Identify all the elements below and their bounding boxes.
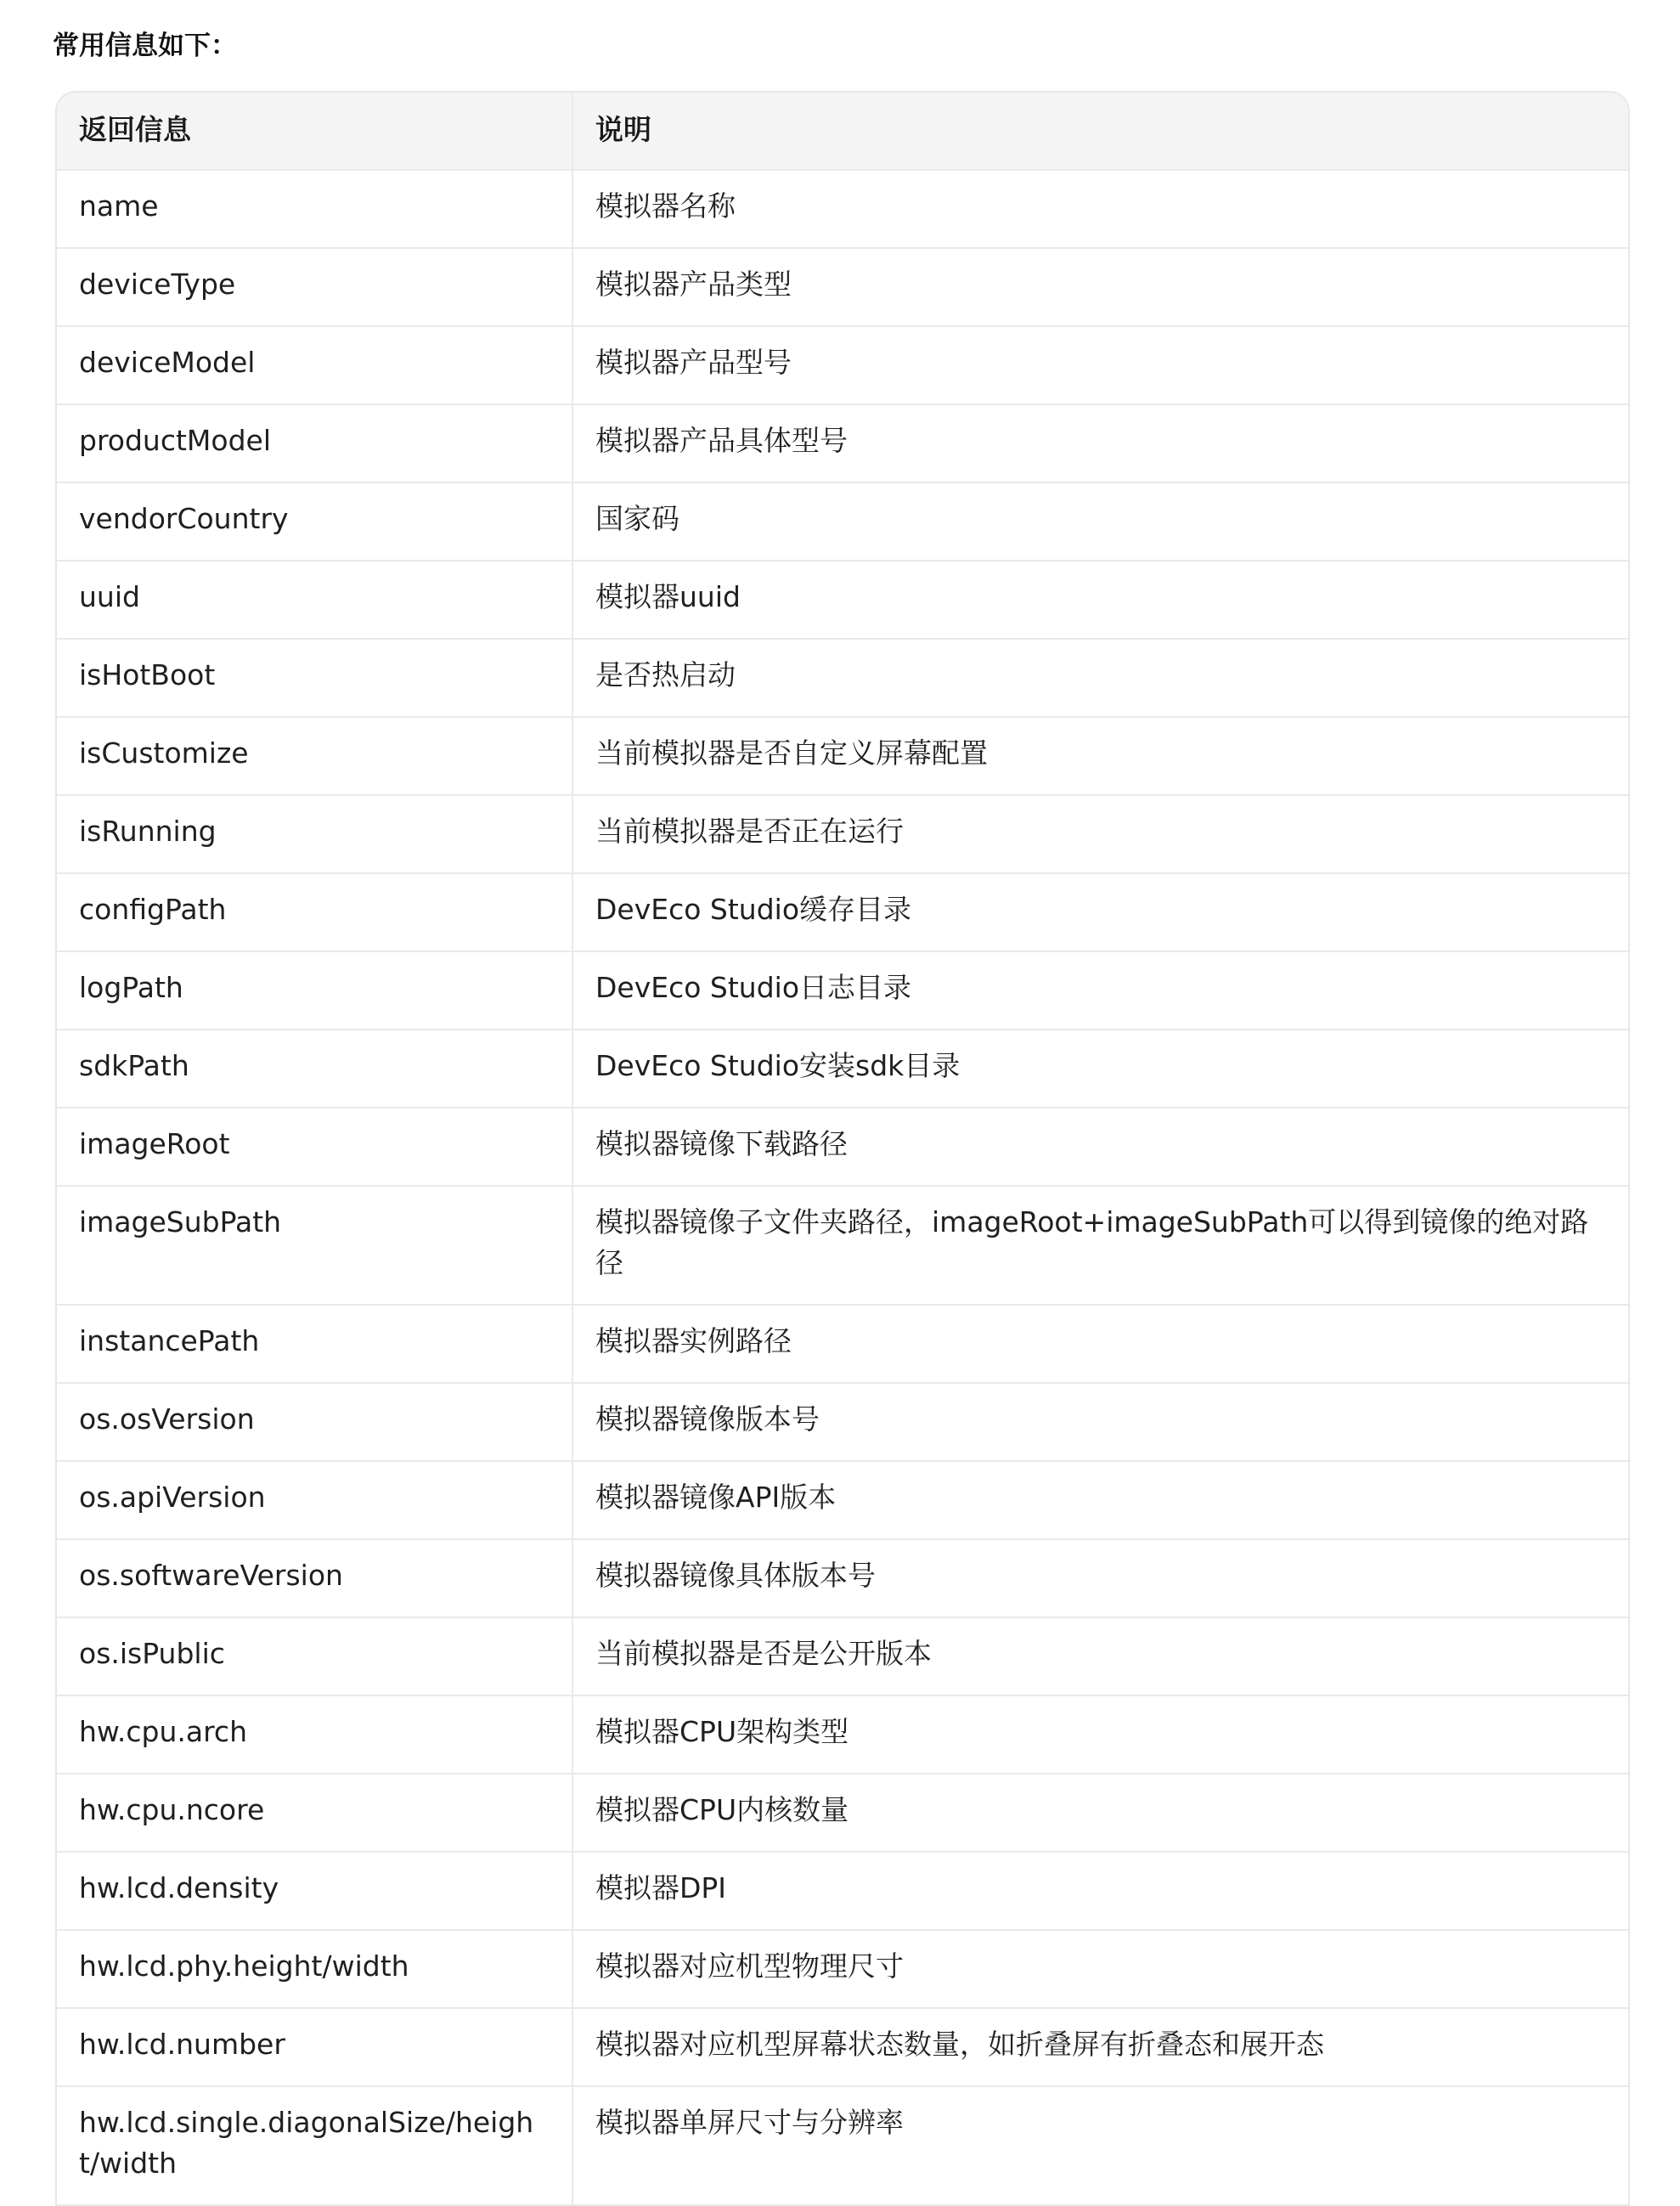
description-cell: DevEco Studio日志目录: [572, 951, 1628, 1030]
table-row: [57, 1852, 1628, 1930]
description-cell: 模拟器对应机型物理尺寸: [572, 1930, 1628, 2008]
table-row: [57, 404, 1628, 482]
description-cell: 模拟器产品具体型号: [572, 404, 1628, 482]
description-cell: DevEco Studio安装sdk目录: [572, 1030, 1628, 1108]
return-info-cell: sdkPath: [57, 1030, 572, 1108]
return-info-cell: imageSubPath: [57, 1186, 572, 1305]
info-table-container: [55, 91, 1630, 2206]
return-info-cell: hw.lcd.number: [57, 2008, 572, 2086]
description-cell: 是否热启动: [572, 639, 1628, 717]
return-info-cell: hw.lcd.phy.height/width: [57, 1930, 572, 2008]
return-info-cell: hw.lcd.density: [57, 1852, 572, 1930]
table-row: [57, 1617, 1628, 1695]
return-info-cell: vendorCountry: [57, 482, 572, 561]
return-info-cell: imageRoot: [57, 1108, 572, 1186]
column-header-description: 说明: [572, 93, 1628, 170]
return-info-cell: name: [57, 170, 572, 248]
description-cell: 模拟器CPU内核数量: [572, 1774, 1628, 1852]
description-cell: DevEco Studio缓存目录: [572, 873, 1628, 951]
table-row: [57, 1030, 1628, 1108]
return-info-cell: os.isPublic: [57, 1617, 572, 1695]
table-row: [57, 1695, 1628, 1774]
table-row: [57, 1186, 1628, 1305]
return-info-cell: isRunning: [57, 795, 572, 873]
table-row: [57, 2086, 1628, 2205]
description-cell: 当前模拟器是否自定义屏幕配置: [572, 717, 1628, 795]
table-row: [57, 1461, 1628, 1539]
column-header-return-info: 返回信息: [57, 93, 572, 170]
return-info-cell: isHotBoot: [57, 639, 572, 717]
table-body: [57, 170, 1628, 2205]
description-cell: 模拟器产品类型: [572, 248, 1628, 326]
table-row: [57, 795, 1628, 873]
table-row: [57, 248, 1628, 326]
table-row: [57, 482, 1628, 561]
table-row: [57, 1305, 1628, 1383]
table-header-row: [57, 93, 1628, 170]
intro-heading: 常用信息如下：: [53, 31, 237, 61]
description-cell: 模拟器产品型号: [572, 326, 1628, 404]
description-cell: 模拟器实例路径: [572, 1305, 1628, 1383]
description-cell: 模拟器对应机型屏幕状态数量，如折叠屏有折叠态和展开态: [572, 2008, 1628, 2086]
description-cell: 模拟器镜像版本号: [572, 1383, 1628, 1461]
description-cell: 模拟器CPU架构类型: [572, 1695, 1628, 1774]
return-info-cell: deviceModel: [57, 326, 572, 404]
description-cell: 国家码: [572, 482, 1628, 561]
description-cell: 模拟器名称: [572, 170, 1628, 248]
table-row: [57, 2008, 1628, 2086]
return-info-cell: os.osVersion: [57, 1383, 572, 1461]
description-cell: 当前模拟器是否正在运行: [572, 795, 1628, 873]
table-row: [57, 1539, 1628, 1617]
return-info-cell: logPath: [57, 951, 572, 1030]
table-row: [57, 1930, 1628, 2008]
return-info-cell: productModel: [57, 404, 572, 482]
return-info-cell: hw.cpu.arch: [57, 1695, 572, 1774]
description-cell: 模拟器镜像下载路径: [572, 1108, 1628, 1186]
table-row: [57, 873, 1628, 951]
table-row: [57, 951, 1628, 1030]
info-table: [57, 93, 1628, 2206]
table-row: [57, 170, 1628, 248]
return-info-cell: isCustomize: [57, 717, 572, 795]
return-info-cell: os.apiVersion: [57, 1461, 572, 1539]
return-info-cell: hw.cpu.ncore: [57, 1774, 572, 1852]
description-cell: 模拟器DPI: [572, 1852, 1628, 1930]
return-info-cell: uuid: [57, 561, 572, 639]
return-info-cell: instancePath: [57, 1305, 572, 1383]
return-info-cell: deviceType: [57, 248, 572, 326]
description-cell: 模拟器uuid: [572, 561, 1628, 639]
table-row: [57, 717, 1628, 795]
return-info-cell: hw.lcd.single.diagonalSize/height/width: [57, 2086, 572, 2205]
table-row: [57, 561, 1628, 639]
table-row: [57, 1108, 1628, 1186]
table-row: [57, 326, 1628, 404]
description-cell: 模拟器单屏尺寸与分辨率: [572, 2086, 1628, 2205]
table-row: [57, 1383, 1628, 1461]
description-cell: 模拟器镜像API版本: [572, 1461, 1628, 1539]
description-cell: 当前模拟器是否是公开版本: [572, 1617, 1628, 1695]
table-row: [57, 639, 1628, 717]
table-row: [57, 1774, 1628, 1852]
description-cell: 模拟器镜像子文件夹路径，imageRoot+imageSubPath可以得到镜像的绝对路径: [572, 1186, 1628, 1305]
description-cell: 模拟器镜像具体版本号: [572, 1539, 1628, 1617]
return-info-cell: os.softwareVersion: [57, 1539, 572, 1617]
return-info-cell: configPath: [57, 873, 572, 951]
